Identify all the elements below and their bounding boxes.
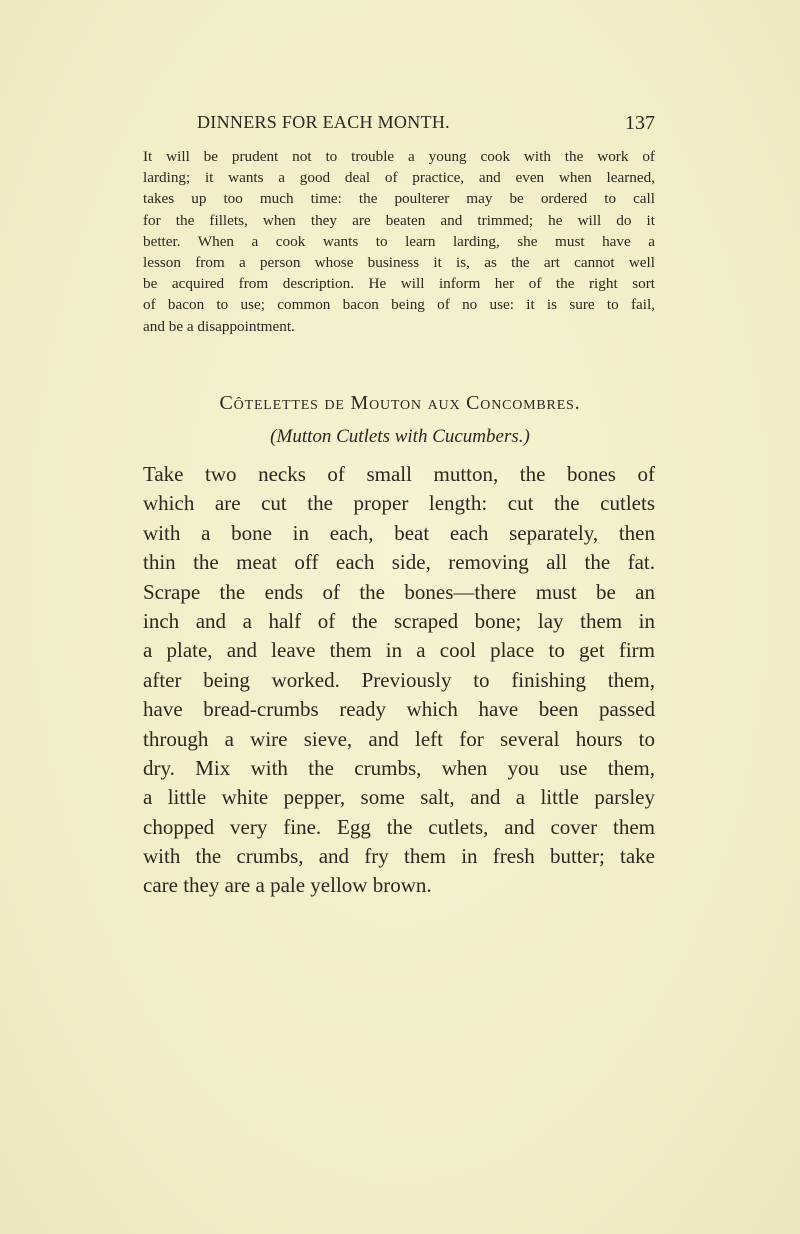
running-head: DINNERS FOR EACH MONTH. bbox=[197, 112, 450, 132]
text-line: have bread-crumbs ready which have been passed bbox=[143, 697, 655, 722]
text-line: which are cut the proper length: cut the cutlets bbox=[143, 491, 655, 516]
text-line: of bacon to use; common bacon being of no use: it is sure to fail, bbox=[143, 296, 655, 314]
text-line: and be a disappointment. bbox=[143, 317, 295, 335]
text-line: chopped very fine. Egg the cutlets, and cover them bbox=[143, 814, 655, 839]
text-line: takes up too much time: the poulterer may be ordered to call bbox=[143, 190, 655, 208]
text-line: inch and a half of the scraped bone; lay them in bbox=[143, 608, 655, 633]
text-line: with the crumbs, and fry them in fresh butter; take bbox=[143, 844, 655, 869]
text-line: for the fillets, when they are beaten and trimmed; he will do it bbox=[143, 211, 655, 229]
text-line: dry. Mix with the crumbs, when you use them, bbox=[143, 755, 655, 780]
text-line: a plate, and leave them in a cool place to get firm bbox=[143, 638, 655, 663]
recipe-title: Côtelettes de Mouton aux Concombres. bbox=[219, 392, 581, 414]
page-number: 137 bbox=[625, 112, 655, 134]
text-line: a little white pepper, some salt, and a little parsley bbox=[143, 785, 655, 810]
recipe-subtitle bbox=[0, 426, 800, 448]
text-line: better. When a cook wants to learn larding, she must have a bbox=[143, 232, 655, 250]
text-line: larding; it wants a good deal of practice, and even when learned, bbox=[143, 169, 655, 187]
text-line: care they are a pale yellow brown. bbox=[143, 873, 432, 898]
text-line: through a wire sieve, and left for several hours to bbox=[143, 726, 655, 751]
larding-paragraph bbox=[143, 146, 655, 337]
text-line: It will be prudent not to trouble a young cook with the work of bbox=[143, 148, 655, 165]
text-line: lesson from a person whose business it is, as the art cannot well bbox=[143, 253, 655, 271]
text-line: thin the meat off each side, removing all the fat. bbox=[143, 550, 655, 575]
recipe-body bbox=[143, 460, 655, 901]
recipe-subtitle-text: (Mutton Cutlets with Cucumbers.) bbox=[270, 426, 530, 447]
text-line: be acquired from description. He will inform her of the right sort bbox=[143, 275, 655, 293]
text-line: after being worked. Previously to finishing them, bbox=[143, 667, 655, 692]
text-line: Take two necks of small mutton, the bones of bbox=[143, 462, 655, 486]
text-line: Scrape the ends of the bones—there must be an bbox=[143, 579, 655, 604]
text-line: with a bone in each, beat each separately, then bbox=[143, 520, 655, 545]
page-header bbox=[143, 112, 655, 138]
